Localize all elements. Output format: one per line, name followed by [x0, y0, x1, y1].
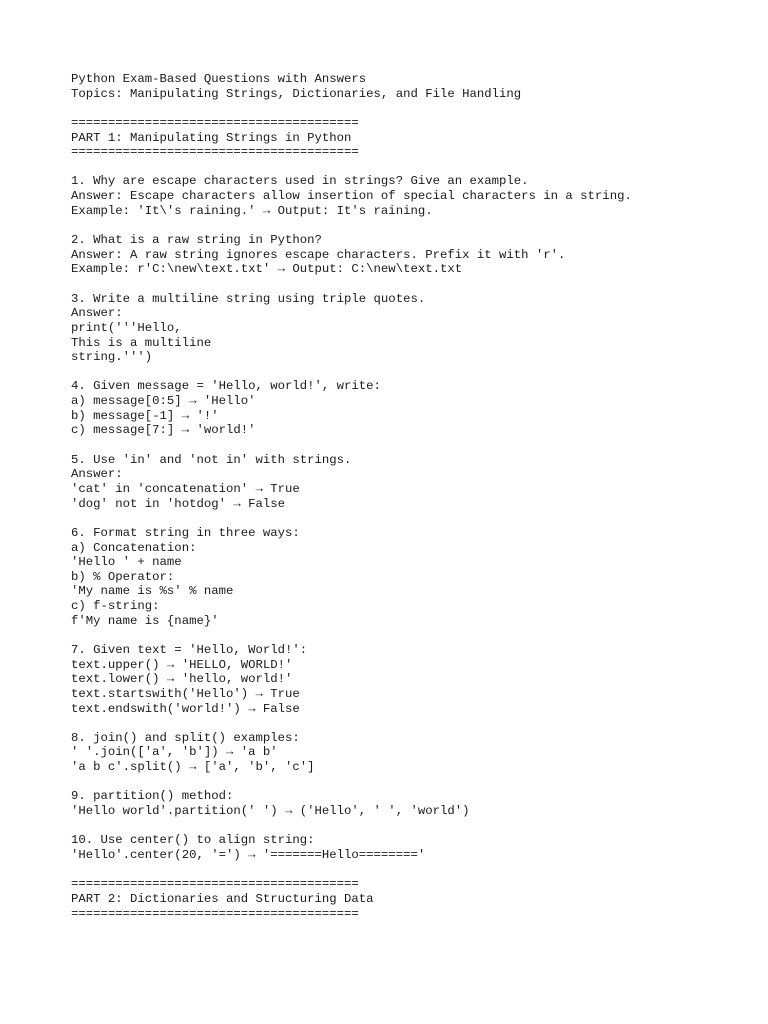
answer-line: 'Hello'.center(20, '=') → '=======Hello========'	[71, 847, 426, 862]
question-block	[71, 174, 731, 233]
answer-line: text.endswith('world!') → False	[71, 701, 300, 716]
question-text: 4. Given message = 'Hello, world!', write:	[71, 379, 381, 394]
question-block	[71, 789, 731, 833]
answer-line: Example: r'C:\new\text.txt' → Output: C:\new\text.txt	[71, 262, 463, 277]
answer-line: Answer: Escape characters allow insertion of special characters in a string.	[71, 189, 632, 204]
questions-list	[71, 174, 731, 877]
question-text: 7. Given text = 'Hello, World!':	[71, 642, 308, 657]
question-text: 10. Use center() to align string:	[71, 833, 315, 848]
answer-line: print('''Hello,	[71, 320, 182, 335]
answer-line: b) message[-1] → '!'	[71, 408, 219, 423]
answer-line: c) f-string:	[71, 599, 160, 614]
question-block	[71, 379, 731, 452]
document-page	[71, 72, 731, 921]
answer-line: f'My name is {name}'	[71, 613, 219, 628]
answer-line: Answer:	[71, 467, 123, 482]
spacer	[71, 160, 731, 175]
question-text: 9. partition() method:	[71, 789, 234, 804]
question-text: 1. Why are escape characters used in strings? Give an example.	[71, 174, 529, 189]
question-block	[71, 292, 731, 380]
document-title: Python Exam-Based Questions with Answers	[71, 72, 367, 86]
answer-line: a) message[0:5] → 'Hello'	[71, 394, 256, 409]
part2-heading: PART 2: Dictionaries and Structuring Data	[71, 891, 374, 906]
answer-line: 'dog' not in 'hotdog' → False	[71, 496, 286, 511]
question-text: 5. Use 'in' and 'not in' with strings.	[71, 452, 352, 467]
question-block	[71, 453, 731, 526]
question-block	[71, 643, 731, 731]
part1-rule-top: =======================================	[71, 115, 359, 130]
answer-line: text.lower() → 'hello, world!'	[71, 672, 293, 687]
answer-line: Answer:	[71, 306, 123, 321]
answer-line: b) % Operator:	[71, 569, 175, 584]
question-block	[71, 731, 731, 790]
part1-rule-bottom: =======================================	[71, 145, 359, 160]
answer-line: 'Hello world'.partition(' ') → ('Hello', ' ', 'world')	[71, 804, 470, 819]
answer-line: 'My name is %s' % name	[71, 584, 234, 599]
answer-line: This is a multiline	[71, 335, 212, 350]
answer-line: ' '.join(['a', 'b']) → 'a b'	[71, 745, 278, 760]
question-block	[71, 526, 731, 643]
spacer	[71, 365, 731, 380]
spacer	[71, 218, 731, 233]
answer-line: Answer: A raw string ignores escape characters. Prefix it with 'r'.	[71, 247, 566, 262]
question-text: 6. Format string in three ways:	[71, 525, 300, 540]
answer-line: string.''')	[71, 350, 153, 365]
question-text: 3. Write a multiline string using triple quotes.	[71, 291, 426, 306]
question-block	[71, 833, 731, 877]
question-block	[71, 233, 731, 292]
spacer	[71, 438, 731, 453]
spacer	[71, 863, 731, 878]
answer-line: text.startswith('Hello') → True	[71, 686, 300, 701]
spacer	[71, 628, 731, 643]
answer-line: a) Concatenation:	[71, 540, 197, 555]
spacer	[71, 716, 731, 731]
spacer	[71, 277, 731, 292]
answer-line: 'cat' in 'concatenation' → True	[71, 481, 300, 496]
part2-rule-bottom: =======================================	[71, 906, 359, 921]
answer-line: 'a b c'.split() → ['a', 'b', 'c']	[71, 760, 315, 775]
spacer	[71, 511, 731, 526]
spacer	[71, 775, 731, 790]
spacer	[71, 101, 731, 116]
answer-line: 'Hello ' + name	[71, 555, 182, 570]
question-text: 2. What is a raw string in Python?	[71, 233, 322, 248]
answer-line: text.upper() → 'HELLO, WORLD!'	[71, 657, 293, 672]
answer-line: c) message[7:] → 'world!'	[71, 423, 256, 438]
question-text: 8. join() and split() examples:	[71, 730, 300, 745]
document-topics: Topics: Manipulating Strings, Dictionaries, and File Handling	[71, 86, 522, 101]
part2-rule-top: =======================================	[71, 877, 359, 892]
part1-heading: PART 1: Manipulating Strings in Python	[71, 130, 352, 145]
answer-line: Example: 'It\'s raining.' → Output: It's raining.	[71, 203, 433, 218]
spacer	[71, 819, 731, 834]
